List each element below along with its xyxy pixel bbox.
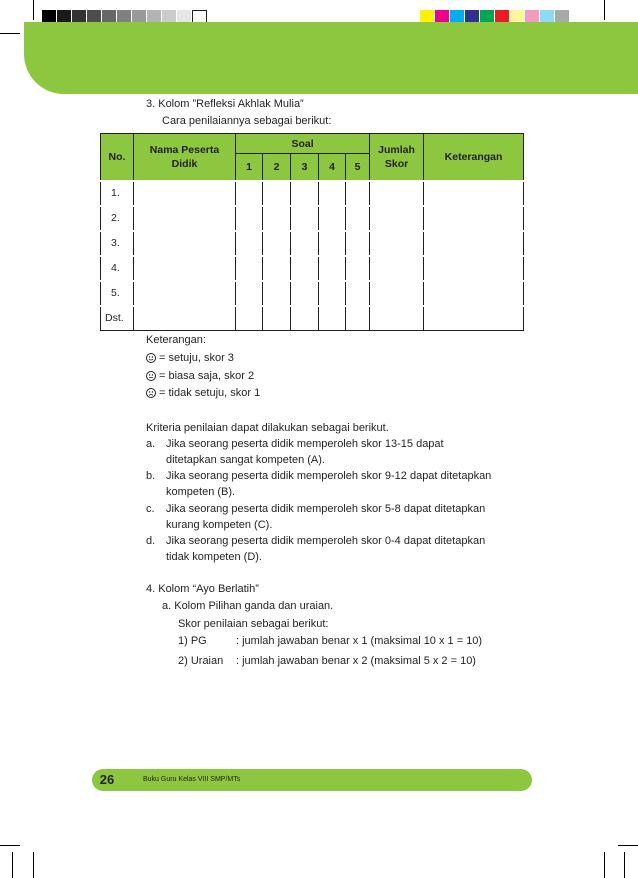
table-cell (263, 281, 291, 306)
table-row (101, 281, 524, 306)
table-cell (134, 231, 236, 256)
row-number-cell: 2. (101, 206, 134, 231)
criteria-intro: Kriteria penilaian dapat dilakukan sebagai berikut. (146, 422, 389, 434)
row-number-cell: 1. (101, 181, 134, 206)
table-cell (291, 206, 319, 231)
header-soal-1: 1 (236, 154, 263, 181)
table-cell (319, 281, 346, 306)
skor-uraian-text: : jumlah jawaban benar x 2 (maksimal 5 x 2 = 10) (236, 655, 476, 667)
table-cell (346, 231, 370, 256)
table-cell (291, 231, 319, 256)
table-row (101, 231, 524, 256)
table-cell (319, 206, 346, 231)
table-row (101, 206, 524, 231)
header-nama: Nama Peserta Didik (134, 134, 236, 181)
table-cell (291, 281, 319, 306)
table-cell (370, 206, 424, 231)
table-cell (291, 306, 319, 331)
table-cell (134, 281, 236, 306)
table-cell (236, 181, 263, 206)
criteria-c-marker: c. (146, 503, 155, 515)
row-number-cell: 4. (101, 256, 134, 281)
criteria-c-line2: kurang kompeten (C). (166, 519, 273, 531)
table-cell (319, 231, 346, 256)
table-cell (236, 281, 263, 306)
section-3-heading: 3. Kolom ”Refleksi Akhlak Mulia” (146, 98, 304, 110)
table-cell (263, 206, 291, 231)
table-cell (424, 306, 524, 331)
table-cell (291, 181, 319, 206)
skor-uraian-label: 2) Uraian (178, 655, 224, 667)
header-soal-2: 2 (263, 154, 291, 181)
section-3-subheading: Cara penilaiannya sebagai berikut: (162, 115, 332, 127)
skor-pg-text: : jumlah jawaban benar x 1 (maksimal 10 x 1 = 10) (236, 635, 483, 647)
header-jumlah: Jumlah Skor (370, 134, 424, 181)
table-cell (346, 181, 370, 206)
sad-face-icon (146, 388, 156, 398)
header-soal-5: 5 (346, 154, 370, 181)
legend-item-2 (146, 369, 254, 383)
legend-item-1-text: = setuju, skor 3 (159, 352, 234, 364)
table-cell (263, 181, 291, 206)
page-number: 26 (99, 772, 115, 787)
row-number-cell: 3. (101, 231, 134, 256)
criteria-a-marker: a. (146, 438, 156, 450)
table-cell (424, 231, 524, 256)
legend-item-3 (146, 386, 260, 400)
legend-item-1 (146, 351, 234, 365)
row-number-cell: 5. (101, 281, 134, 306)
criteria-a-line1: Jika seorang peserta didik memperoleh skor 13-15 dapat (166, 438, 444, 450)
table-cell (424, 256, 524, 281)
table-row (101, 306, 524, 331)
table-cell (319, 181, 346, 206)
criteria-b-marker: b. (146, 470, 156, 482)
legend-item-3-text: = tidak setuju, skor 1 (159, 387, 261, 399)
table-row (101, 181, 524, 206)
table-cell (236, 306, 263, 331)
table-cell (134, 256, 236, 281)
skor-intro: Skor penilaian sebagai berikut: (178, 618, 329, 630)
legend-title: Keterangan: (146, 334, 206, 346)
table-row (101, 256, 524, 281)
table-cell (370, 281, 424, 306)
table-cell (346, 306, 370, 331)
criteria-b-line2: kompeten (B). (166, 486, 236, 498)
header-soal-3: 3 (291, 154, 319, 181)
table-cell (236, 206, 263, 231)
smile-face-icon (146, 353, 156, 363)
table-cell (370, 181, 424, 206)
table-cell (236, 256, 263, 281)
table-cell (134, 306, 236, 331)
header-keterangan: Keterangan (424, 134, 524, 181)
header-no: No. (101, 134, 134, 181)
table-cell (319, 306, 346, 331)
skor-pg-label: 1) PG (178, 635, 207, 647)
footer-book-title: Buku Guru Kelas VIII SMP/MTs (143, 776, 241, 783)
table-cell (424, 281, 524, 306)
legend-item-2-text: = biasa saja, skor 2 (159, 370, 255, 382)
table-cell (370, 231, 424, 256)
neutral-face-icon (146, 371, 156, 381)
table-cell (263, 306, 291, 331)
table-cell (346, 281, 370, 306)
table-cell (346, 206, 370, 231)
row-number-cell: Dst. (101, 306, 134, 331)
table-cell (263, 231, 291, 256)
table-cell (346, 256, 370, 281)
table-cell (134, 181, 236, 206)
header-soal-4: 4 (319, 154, 346, 181)
criteria-d-line1: Jika seorang peserta didik memperoleh skor 0-4 dapat ditetapkan (166, 535, 486, 547)
section-4-sub-a: a. Kolom Pilihan ganda dan uraian. (162, 600, 334, 612)
table-cell (291, 256, 319, 281)
section-4-heading: 4. Kolom “Ayo Berlatih” (146, 583, 259, 595)
header-soal: Soal (236, 134, 370, 154)
criteria-b-line1: Jika seorang peserta didik memperoleh skor 9-12 dapat ditetapkan (166, 470, 492, 482)
table-cell (424, 181, 524, 206)
criteria-d-line2: tidak kompeten (D). (166, 551, 262, 563)
table-cell (263, 256, 291, 281)
table-cell (134, 206, 236, 231)
table-cell (370, 306, 424, 331)
table-cell (370, 256, 424, 281)
table-cell (319, 256, 346, 281)
assessment-table (100, 133, 524, 331)
table-cell (424, 206, 524, 231)
criteria-c-line1: Jika seorang peserta didik memperoleh skor 5-8 dapat ditetapkan (166, 503, 486, 515)
criteria-d-marker: d. (146, 535, 156, 547)
criteria-a-line2: ditetapkan sangat kompeten (A). (166, 454, 325, 466)
table-cell (236, 231, 263, 256)
